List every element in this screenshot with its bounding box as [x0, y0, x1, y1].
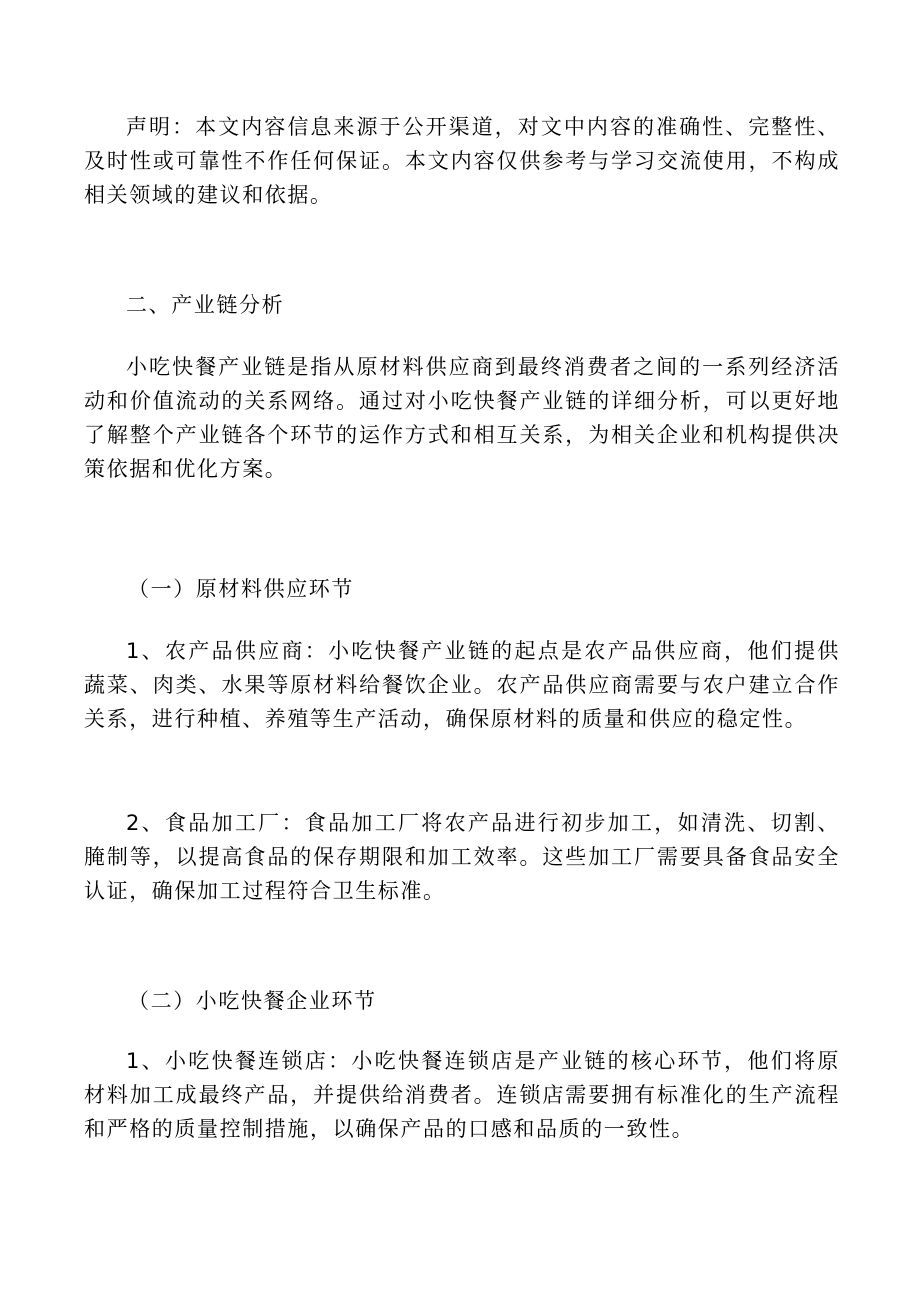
subsection-1-title: （一）原材料供应环节 [128, 577, 354, 601]
subsection-1-item-2: 2、食品加工厂：食品加工厂将农产品进行初步加工，如清洗、切割、腌制等，以提高食品的保存期限和加工效率。这些加工厂需要具备食品安全认证，确保加工过程符合卫生标准。 [84, 811, 840, 903]
section-title: 二、产业链分析 [126, 293, 285, 317]
intro-paragraph: 小吃快餐产业链是指从原材料供应商到最终消费者之间的一系列经济活动和价值流动的关系网络。通过对小吃快餐产业链的详细分析，可以更好地了解整个产业链各个环节的运作方式和相互关系，为相关企业和机构提供决策依据和优化方案。 [84, 355, 840, 481]
subsection-2-title: （二）小吃快餐企业环节 [128, 989, 377, 1013]
subsection-2-item-1: 1、小吃快餐连锁店：小吃快餐连锁店是产业链的核心环节，他们将原材料加工成最终产品，并提供给消费者。连锁店需要拥有标准化的生产流程和严格的质量控制措施，以确保产品的口感和品质的一致性。 [84, 1049, 840, 1141]
subsection-1-item-1: 1、农产品供应商：小吃快餐产业链的起点是农产品供应商，他们提供蔬菜、肉类、水果等原材料给餐饮企业。农产品供应商需要与农户建立合作关系，进行种植、养殖等生产活动，确保原材料的质量和供应的稳定性。 [84, 639, 840, 731]
disclaimer-paragraph: 声明：本文内容信息来源于公开渠道，对文中内容的准确性、完整性、及时性或可靠性不作任何保证。本文内容仅供参考与学习交流使用，不构成相关领域的建议和依据。 [84, 115, 840, 207]
